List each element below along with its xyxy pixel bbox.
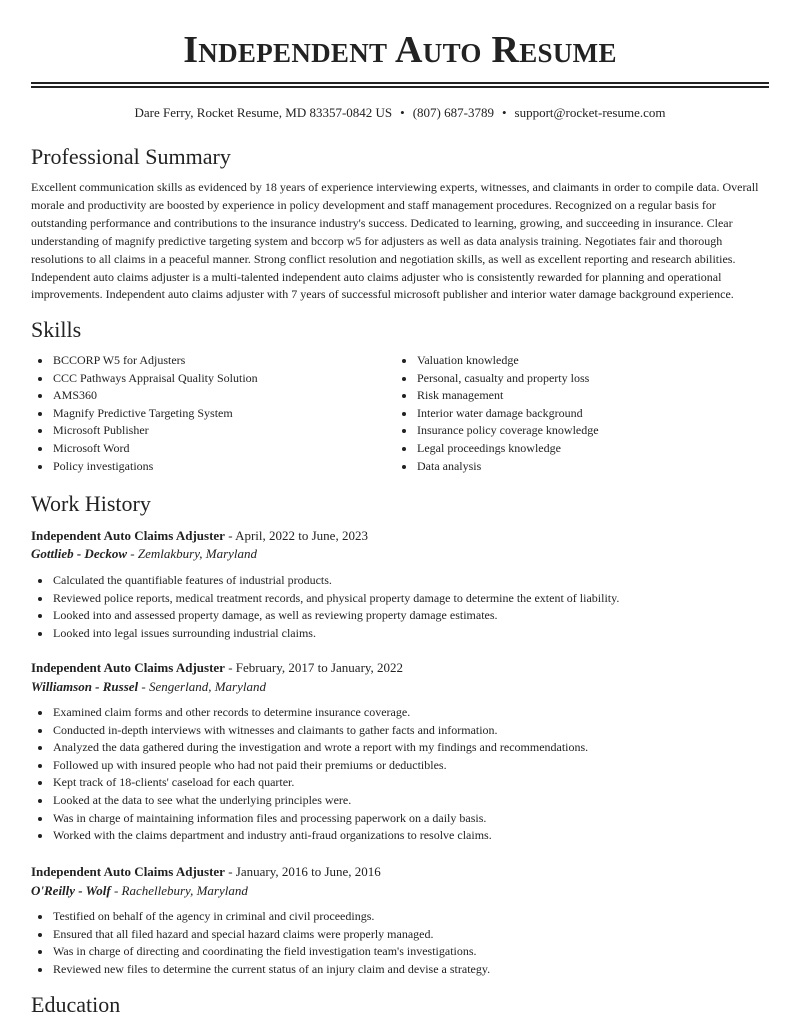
- skill-item: AMS360: [31, 387, 391, 405]
- job-company-line: [31, 545, 257, 563]
- job-dates: - February, 2017 to January, 2022: [224, 660, 404, 675]
- contact-address: Dare Ferry, Rocket Resume, MD 83357-0842 US: [134, 105, 393, 120]
- job-title-line: [31, 863, 381, 881]
- skill-item: CCC Pathways Appraisal Quality Solution: [31, 370, 391, 388]
- job-title-line: [31, 527, 368, 545]
- skill-item: Personal, casualty and property loss: [395, 370, 765, 388]
- contact-email[interactable]: support@rocket-resume.com: [514, 105, 666, 120]
- skills-list-left: [31, 352, 391, 475]
- job-bullet: Conducted in-depth interviews with witnesses and claimants to gather facts and information.: [31, 722, 769, 740]
- job-bullet: Looked into and assessed property damage, as well as reviewing property damage estimates.: [31, 607, 769, 625]
- skill-item: Legal proceedings knowledge: [395, 440, 765, 458]
- job-title: Independent Auto Claims Adjuster: [31, 528, 225, 543]
- job-bullet: Followed up with insured people who had not paid their premiums or deductibles.: [31, 757, 769, 775]
- job-company: O'Reilly - Wolf: [31, 883, 111, 898]
- skill-item: Risk management: [395, 387, 765, 405]
- job-bullet: Testified on behalf of the agency in criminal and civil proceedings.: [31, 908, 769, 926]
- job-bullet: Analyzed the data gathered during the investigation and wrote a report with my findings and recommendations.: [31, 739, 769, 757]
- job-bullets: [31, 704, 769, 845]
- job-bullet: Looked at the data to see what the underlying principles were.: [31, 792, 769, 810]
- job-bullets: [31, 572, 769, 642]
- job-location: - Rachellebury, Maryland: [110, 883, 248, 898]
- job-bullet: Reviewed police reports, medical treatment records, and physical property damage to determine the extent of liability.: [31, 590, 769, 608]
- skill-item: Data analysis: [395, 458, 765, 476]
- job-bullet: Was in charge of directing and coordinating the field investigation team's investigations.: [31, 943, 769, 961]
- contact-line: [0, 104, 800, 122]
- skill-item: Policy investigations: [31, 458, 391, 476]
- job-company-line: [31, 882, 248, 900]
- skill-item: Microsoft Word: [31, 440, 391, 458]
- job-title: Independent Auto Claims Adjuster: [31, 660, 225, 675]
- job-title: Independent Auto Claims Adjuster: [31, 864, 225, 879]
- job-bullet: Examined claim forms and other records to determine insurance coverage.: [31, 704, 769, 722]
- skill-item: Microsoft Publisher: [31, 422, 391, 440]
- job-bullet: Worked with the claims department and industry anti-fraud organizations to resolve claims.: [31, 827, 769, 845]
- job-company-line: [31, 678, 266, 696]
- summary-heading: Professional Summary: [31, 144, 231, 169]
- job-bullet: Was in charge of maintaining information files and processing paperwork on a daily basis.: [31, 810, 769, 828]
- resume-title: Independent Auto Resume: [183, 29, 617, 71]
- skill-item: Interior water damage background: [395, 405, 765, 423]
- skill-item: Magnify Predictive Targeting System: [31, 405, 391, 423]
- skill-item: Insurance policy coverage knowledge: [395, 422, 765, 440]
- skill-item: Valuation knowledge: [395, 352, 765, 370]
- job-bullet: Looked into legal issues surrounding industrial claims.: [31, 625, 769, 643]
- summary-text: Excellent communication skills as evidenced by 18 years of experience interviewing experts, witnesses, and claimants in order to compile data. Overall morale and productivity are boosted by experience in policy development and staff management procedures. Recognized on a regular basis for outstanding performance and contributions to the insurance industry's success. Dedicated to learning, growing, and succeeding in insurance. Clear understanding of magnify predictive targeting system and bccorp w5 for adjusters as well as data analysis training. Negotiates fair and thorough resolutions to all claims in a peaceful manner. Strong conflict resolution and negotiation skills, as well as excellent reporting and research abilities. Independent auto claims adjuster is a multi-talented independent auto claims adjuster who is consistently rewarded for planning and operational improvements. Independent auto claims adjuster with 7 years of successful microsoft publisher and interior water damage background experience.: [31, 180, 759, 302]
- job-dates: - January, 2016 to June, 2016: [224, 864, 381, 879]
- job-company: Gottlieb - Deckow: [31, 546, 128, 561]
- job-dates: - April, 2022 to June, 2023: [224, 528, 368, 543]
- job-bullet: Reviewed new files to determine the current status of an injury claim and devise a strategy.: [31, 961, 769, 979]
- job-bullet: Calculated the quantifiable features of industrial products.: [31, 572, 769, 590]
- education-heading: Education: [31, 992, 121, 1017]
- job-location: - Zemlakbury, Maryland: [127, 546, 258, 561]
- job-bullet: Ensured that all filed hazard and special hazard claims were properly managed.: [31, 926, 769, 944]
- contact-separator: •: [501, 105, 507, 120]
- job-location: - Sengerland, Maryland: [138, 679, 266, 694]
- work-history-heading: Work History: [31, 491, 151, 516]
- header-divider-top: [31, 82, 769, 84]
- contact-phone: (807) 687-3789: [412, 105, 494, 120]
- skills-heading: Skills: [31, 317, 82, 342]
- job-bullets: [31, 908, 769, 978]
- contact-separator: •: [400, 105, 405, 120]
- header-divider-bottom: [31, 86, 769, 88]
- job-title-line: [31, 659, 403, 677]
- job-company: Williamson - Russel: [31, 679, 139, 694]
- job-bullet: Kept track of 18-clients' caseload for each quarter.: [31, 774, 769, 792]
- skills-list-right: [395, 352, 765, 475]
- skill-item: BCCORP W5 for Adjusters: [31, 352, 391, 370]
